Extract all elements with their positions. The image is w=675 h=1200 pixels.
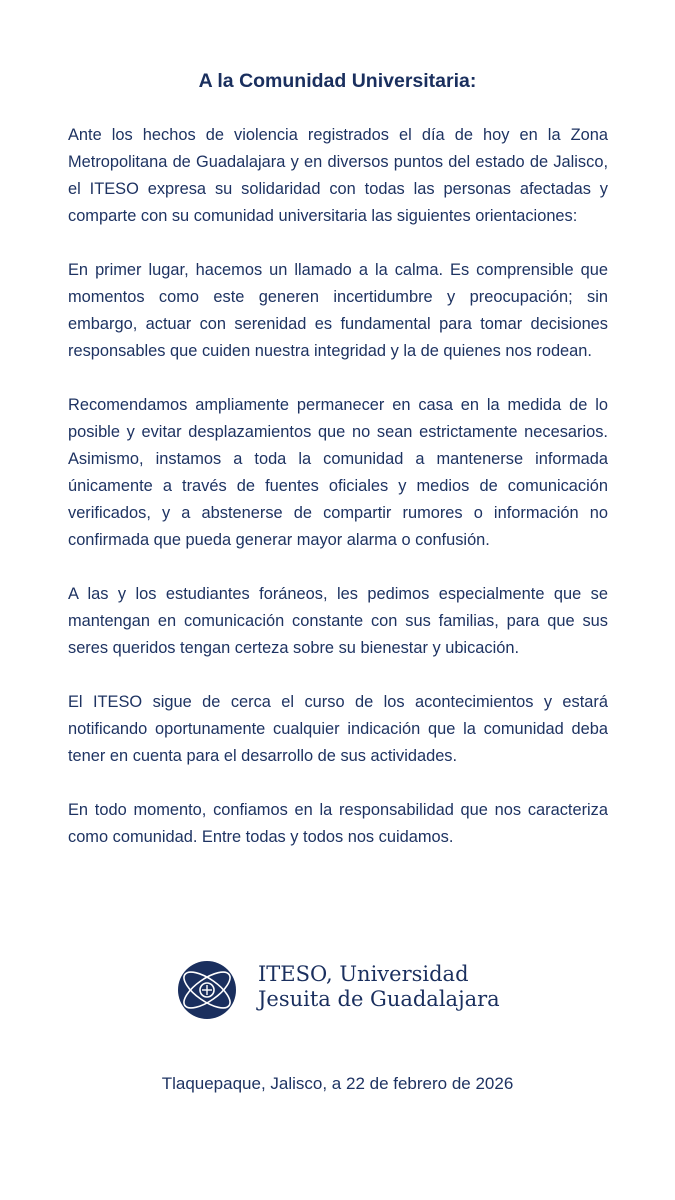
logo-wordmark: [258, 962, 500, 1012]
iteso-emblem-icon: [176, 960, 240, 1020]
logo-line-2: Jesuita de Guadalajara: [258, 987, 500, 1011]
paragraph-foreign-students: A las y los estudiantes foráneos, les pedimos especialmente que se mantengan en comunicación constante con sus familias, para que sus seres queridos tengan certeza sobre su bienestar y ubicación.: [68, 585, 608, 657]
place-date: Tlaquepaque, Jalisco, a 22 de febrero de 2026: [161, 1074, 514, 1093]
paragraph-calm: En primer lugar, hacemos un llamado a la calma. Es comprensible que momentos como este generen incertidumbre y preocupación; sin embargo, actuar con serenidad es fundamental para tomar decisiones responsables que cuiden nuestra integridad y la de quienes nos rodean.: [68, 261, 608, 360]
paragraph-follow-up: El ITESO sigue de cerca el curso de los acontecimientos y estará notificando oportunamente cualquier indicación que la comunidad deba tener en cuenta para el desarrollo de sus actividades.: [68, 693, 608, 765]
letter-body: [68, 122, 608, 851]
logo-line-1: ITESO, Universidad: [258, 962, 469, 986]
paragraph-closing: En todo momento, confiamos en la responsabilidad que nos caracteriza como comunidad. Entre todas y todos nos cuidamos.: [68, 801, 608, 846]
paragraph-stay-home: Recomendamos ampliamente permanecer en casa en la medida de lo posible y evitar desplazamientos que no sean estrictamente necesarios. Asimismo, instamos a toda la comunidad a mantenerse informada únicamente a través de fuentes oficiales y medios de comunicación verificados, y a abstenerse de compartir rumores o información no confirmada que pueda generar mayor alarma o confusión.: [68, 396, 608, 549]
letter-title: A la Comunidad Universitaria:: [198, 70, 477, 92]
paragraph-intro: Ante los hechos de violencia registrados el día de hoy en la Zona Metropolitana de Guadalajara y en diversos puntos del estado de Jalisco, el ITESO expresa su solidaridad con todas las personas afectadas y comparte con su comunidad universitaria las siguientes orientaciones:: [68, 126, 608, 225]
iteso-logo: [176, 960, 506, 1020]
